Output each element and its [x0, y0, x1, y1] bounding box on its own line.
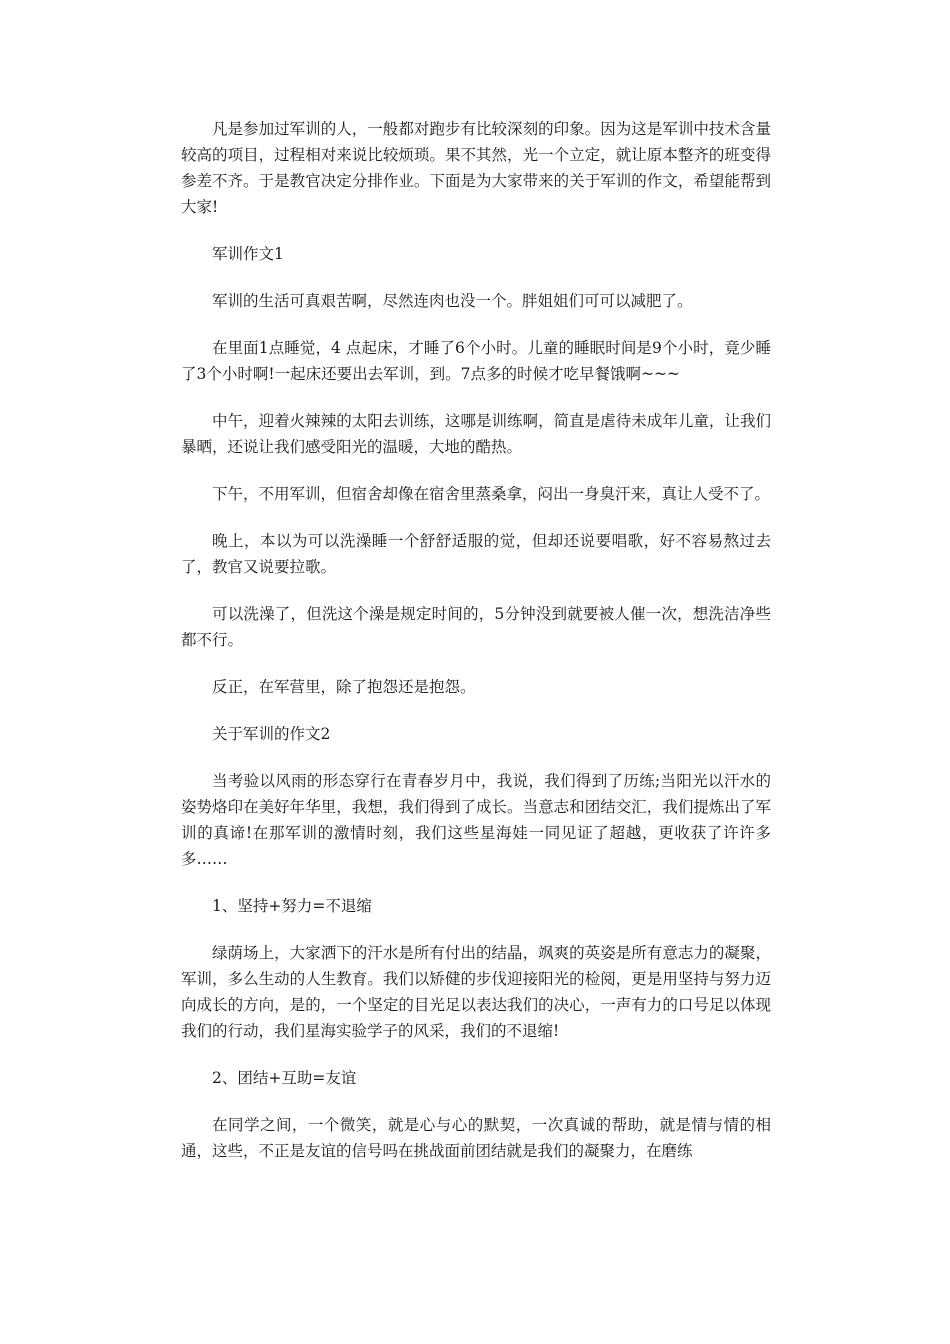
section-2-heading: 2、团结+互助=友谊: [212, 1069, 357, 1087]
body-paragraph: 可以洗澡了，但洗这个澡是规定时间的，5分钟没到就要被人催一次，想洗洁净些都不行。: [181, 605, 771, 649]
body-paragraph: 绿荫场上，大家洒下的汗水是所有付出的结晶，飒爽的英姿是所有意志力的凝聚，军训，多么生动的人生教育。我们以矫健的步伐迎接阳光的检阅，更是用坚持与努力迈向成长的方向，是的，一个坚定的目光足以表达我们的决心，一声有力的口号足以体现我们的行动，我们星海实验学子的风采，我们的不退缩!: [181, 944, 771, 1040]
body-paragraph: 下午，不用军训，但宿舍却像在宿舍里蒸桑拿，闷出一身臭汗来，真让人受不了。: [212, 485, 771, 503]
intro-paragraph: 凡是参加过军训的人，一般都对跑步有比较深刻的印象。因为这是军训中技术含量较高的项目，过程相对来说比较烦琐。果不其然，光一个立定，就让原本整齐的班变得参差不齐。于是教官决定分排作业。下面是为大家带来的关于军训的作文，希望能帮到大家!: [181, 120, 771, 216]
body-paragraph: 晚上，本以为可以洗澡睡一个舒舒适服的觉，但却还说要唱歌，好不容易熬过去了，教官又说要拉歌。: [181, 532, 771, 576]
body-paragraph: 在同学之间，一个微笑，就是心与心的默契，一次真诚的帮助，就是情与情的相通，这些，不正是友谊的信号吗在挑战面前团结就是我们的凝聚力，在磨练: [181, 1116, 771, 1160]
essay-1-heading: 军训作文1: [212, 245, 284, 263]
section-1-heading: 1、坚持+努力=不退缩: [212, 897, 372, 915]
essay-2-heading: 关于军训的作文2: [212, 725, 331, 743]
body-paragraph: 军训的生活可真艰苦啊，尽然连肉也没一个。胖姐姐们可可以减肥了。: [212, 292, 693, 310]
body-paragraph: 在里面1点睡觉，4 点起床，才睡了6个小时。儿童的睡眠时间是9个小时，竟少睡了3个小时啊!一起床还要出去军训，到。7点多的时候才吃早餐饿啊~~~: [181, 339, 771, 383]
body-paragraph: 中午，迎着火辣辣的太阳去训练，这哪是训练啊，简直是虐待未成年儿童，让我们暴晒，还说让我们感受阳光的温暖，大地的酷热。: [181, 412, 771, 456]
body-paragraph: 当考验以风雨的形态穿行在青春岁月中，我说，我们得到了历练;当阳光以汗水的姿势烙印在美好年华里，我想，我们得到了成长。当意志和团结交汇，我们提炼出了军训的真谛!在那军训的激情时刻，我们这些星海娃一同见证了超越，更收获了许许多多……: [181, 772, 771, 868]
body-paragraph: 反正，在军营里，除了抱怨还是抱怨。: [212, 678, 476, 696]
document-body: [181, 116, 771, 1185]
